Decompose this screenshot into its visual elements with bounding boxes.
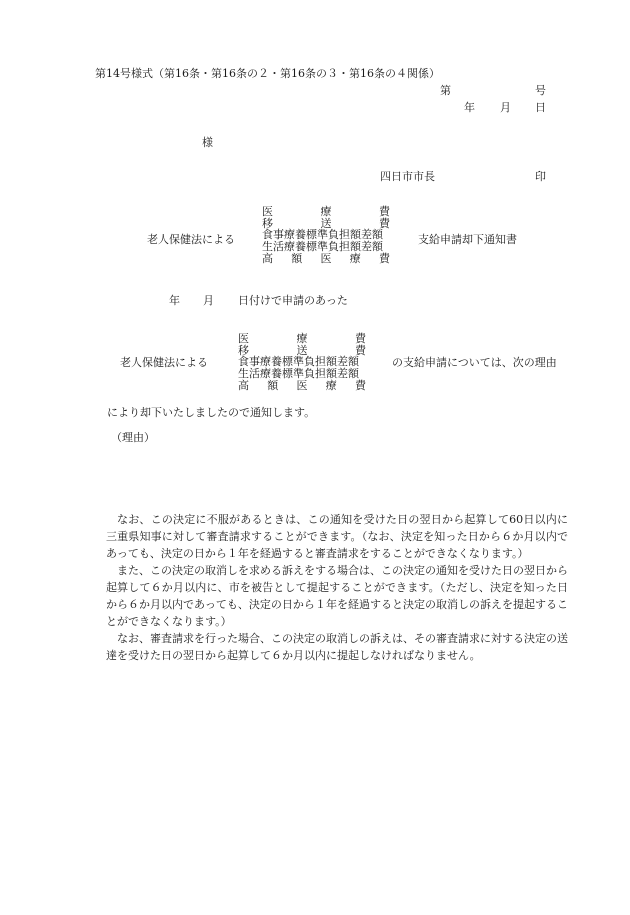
title-item-meal: 食事療養標準負担額差額 xyxy=(262,228,383,242)
issuer-seal: 印 xyxy=(535,170,546,183)
title-benefit-list xyxy=(262,206,390,264)
recipient-honorific: 様 xyxy=(202,136,213,149)
notice-paragraph-lawsuit: また、この決定の取消しを求める訴えをする場合は、この決定の通知を受けた日の翌日から起算して６か月以内に、市を被告として提起することができます。（ただし、決定を知った日から６か月以内であっても、決定の日から１年を経過すると決定の取消しの訴えを提起することができなくなります。） xyxy=(106,564,568,628)
header-day-label: 日 xyxy=(535,101,546,114)
date-year-label: 年 xyxy=(169,294,180,307)
rejection-text: により却下いたしましたので通知します。 xyxy=(107,406,316,419)
application-benefit-list xyxy=(238,333,366,391)
title-item-transport: 移 送 費 xyxy=(262,216,390,230)
form-title: 第14号様式（第16条・第16条の２・第16条の３・第16条の４関係） xyxy=(95,67,440,80)
issuer-name: 四日市市長 xyxy=(380,170,435,183)
application-item-medical: 医 療 費 xyxy=(238,332,366,345)
reason-label: （理由） xyxy=(111,431,155,444)
date-line-text: 日付けで申請のあった xyxy=(238,294,348,307)
title-item-living: 生活療養標準負担額差額 xyxy=(262,240,383,254)
notice-paragraph-appeal: なお、この決定に不服があるときは、この通知を受けた日の翌日から起算して60日以内に三重県知事に対して審査請求することができます。（なお、決定を知った日から６か月以内であっても、決定の日から１年を経過すると審査請求をすることができなくなります。） xyxy=(106,513,568,560)
application-item-transport: 移 送 費 xyxy=(238,343,366,357)
application-item-living: 生活療養標準負担額差額 xyxy=(238,367,359,381)
title-law-prefix: 老人保健法による xyxy=(147,233,235,246)
application-suffix: の支給申請については、次の理由 xyxy=(392,356,557,369)
application-item-high-cost: 高 額 医 療 費 xyxy=(238,378,366,392)
number-prefix: 第 xyxy=(440,84,451,97)
notice-title: 支給申請却下通知書 xyxy=(418,233,517,246)
date-month-label: 月 xyxy=(203,294,214,307)
notice-paragraph-after-appeal: なお、審査請求を行った場合、この決定の取消しの訴えは、その審査請求に対する決定の送達を受けた日の翌日から起算して６か月以内に提起しなければなりません。 xyxy=(106,632,568,662)
header-year-label: 年 xyxy=(464,101,475,114)
application-item-meal: 食事療養標準負担額差額 xyxy=(238,355,359,369)
application-law-prefix: 老人保健法による xyxy=(120,356,208,369)
number-suffix: 号 xyxy=(535,84,546,97)
title-item-medical: 医 療 費 xyxy=(262,205,390,218)
title-item-high-cost: 高 額 医 療 費 xyxy=(262,251,390,265)
header-month-label: 月 xyxy=(500,101,511,114)
